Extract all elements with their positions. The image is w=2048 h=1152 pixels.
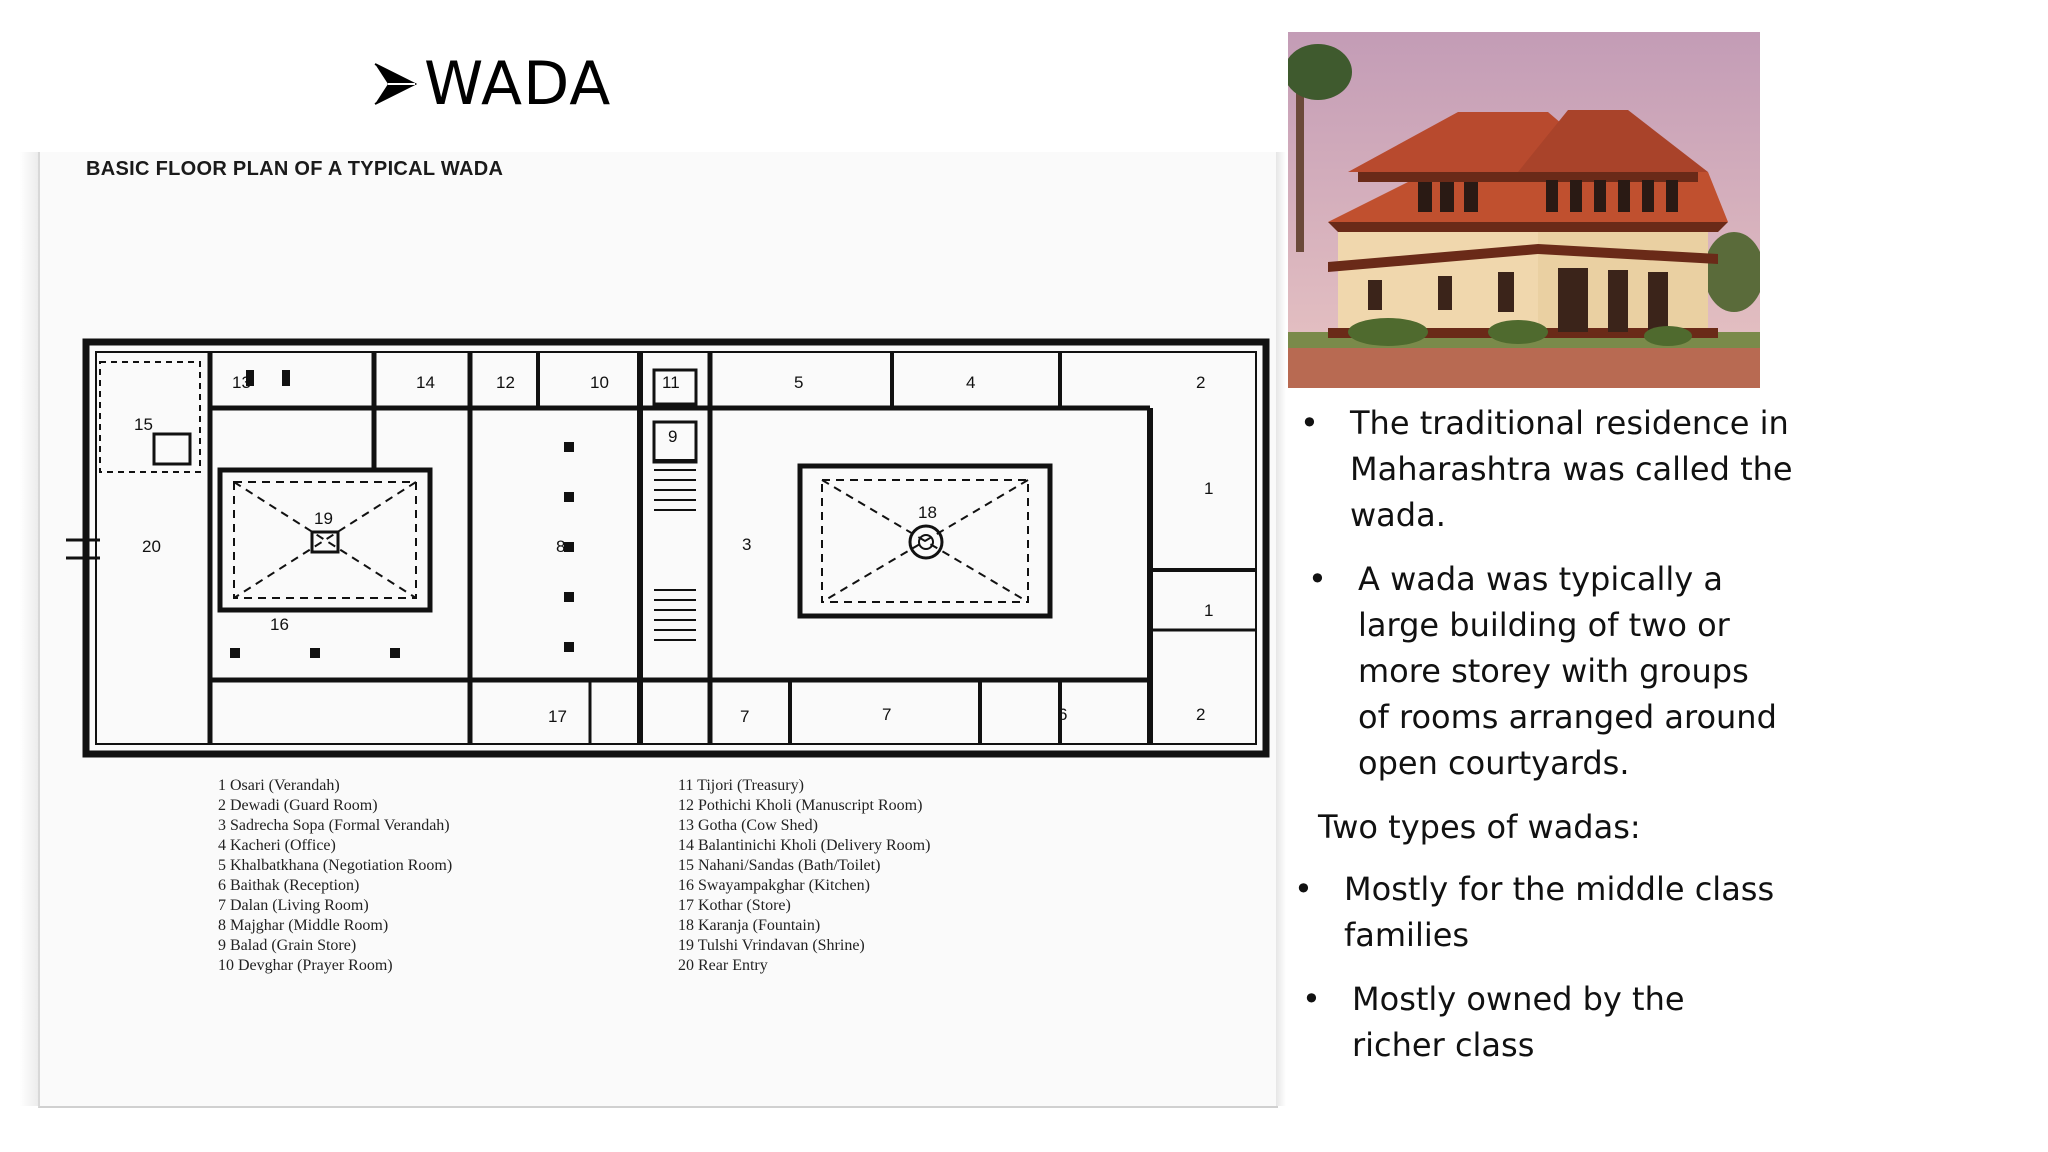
room-number: 5: [794, 373, 804, 392]
legend-item: 9 Balad (Grain Store): [218, 937, 357, 954]
bullet-1-line: Maharashtra was called the: [1350, 450, 1793, 488]
legend-item: 12 Pothichi Kholi (Manuscript Room): [678, 797, 923, 814]
legend-item: 1 Osari (Verandah): [218, 777, 340, 794]
room-number: 19: [314, 509, 333, 528]
bullet-1-line: wada.: [1350, 496, 1446, 534]
legend-item: 8 Majghar (Middle Room): [218, 917, 389, 934]
room-number: 4: [966, 373, 976, 392]
legend-item: 3 Sadrecha Sopa (Formal Verandah): [218, 817, 450, 834]
legend-item: 2 Dewadi (Guard Room): [218, 797, 378, 814]
room-number: 2: [1196, 373, 1206, 392]
bullet-1-line: The traditional residence in: [1350, 404, 1789, 442]
bullet-4-line: richer class: [1352, 1026, 1535, 1064]
bullet-glyph: •: [1302, 980, 1321, 1018]
room-number: 11: [662, 373, 680, 392]
bullet-2-line: of rooms arranged around: [1358, 698, 1777, 736]
legend-item: 7 Dalan (Living Room): [218, 897, 369, 914]
room-number: 7: [882, 705, 892, 724]
room-number: 10: [590, 373, 609, 392]
bullet-2: [1308, 556, 1777, 786]
title-text: WADA: [424, 49, 612, 119]
slide-title: [372, 48, 611, 120]
types-heading: Two types of wadas:: [1318, 808, 1641, 846]
room-number: 7: [740, 707, 750, 726]
legend-item: 6 Baithak (Reception): [218, 877, 360, 894]
legend-item: 20 Rear Entry: [678, 957, 768, 974]
legend-item: 4 Kacheri (Office): [218, 837, 336, 854]
bullet-glyph: •: [1308, 560, 1327, 598]
room-number: 14: [416, 373, 435, 392]
room-number: 1: [1204, 479, 1214, 498]
bullet-2-line: more storey with groups: [1358, 652, 1749, 690]
room-number: 20: [142, 537, 161, 556]
bullet-glyph: •: [1294, 870, 1313, 908]
bullet-glyph: •: [1300, 404, 1319, 442]
legend-item: 16 Swayampakghar (Kitchen): [678, 877, 870, 894]
bullet-4: [1302, 976, 1685, 1068]
legend-item: 18 Karanja (Fountain): [678, 917, 821, 934]
room-number: 9: [668, 427, 678, 446]
wada-photo: [1288, 32, 1760, 388]
room-number: 15: [134, 415, 153, 434]
floor-plan-heading: BASIC FLOOR PLAN OF A TYPICAL WADA: [86, 158, 504, 180]
bullet-2-line: large building of two or: [1358, 606, 1730, 644]
arrow-bullet-icon: [372, 61, 418, 107]
room-number: 17: [548, 707, 567, 726]
legend-item: 11 Tijori (Treasury): [678, 777, 804, 794]
bullet-2-line: open courtyards.: [1358, 744, 1630, 782]
legend-item: 19 Tulshi Vrindavan (Shrine): [678, 937, 865, 954]
legend-item: 17 Kothar (Store): [678, 897, 791, 914]
legend-left: [218, 776, 452, 976]
room-number: 13: [232, 373, 251, 392]
bullet-4-line: Mostly owned by the: [1352, 980, 1685, 1018]
room-number: 16: [270, 615, 289, 634]
bullet-3-line: Mostly for the middle class: [1344, 870, 1775, 908]
legend-item: 13 Gotha (Cow Shed): [678, 817, 818, 834]
scan-edge: [1276, 152, 1286, 1106]
bullet-3: [1294, 866, 1774, 958]
legend-item: 15 Nahani/Sandas (Bath/Toilet): [678, 857, 881, 874]
room-number: 8: [556, 537, 566, 556]
legend-item: 5 Khalbatkhana (Negotiation Room): [218, 857, 453, 874]
room-number: 12: [496, 373, 515, 392]
room-number: 2: [1196, 705, 1206, 724]
legend-item: 10 Devghar (Prayer Room): [218, 957, 393, 974]
bullet-2-line: A wada was typically a: [1358, 560, 1723, 598]
legend-right: [678, 776, 930, 976]
bullet-1: [1300, 400, 1793, 538]
scan-shadow: [20, 152, 38, 1106]
room-number: 18: [918, 503, 937, 522]
room-number: 6: [1058, 705, 1068, 724]
room-number: 1: [1204, 601, 1214, 620]
floor-plan-drawing: [60, 330, 1270, 770]
legend-item: 14 Balantinichi Kholi (Delivery Room): [678, 837, 931, 854]
room-number: 3: [742, 535, 752, 554]
bullet-3-line: families: [1344, 916, 1470, 954]
